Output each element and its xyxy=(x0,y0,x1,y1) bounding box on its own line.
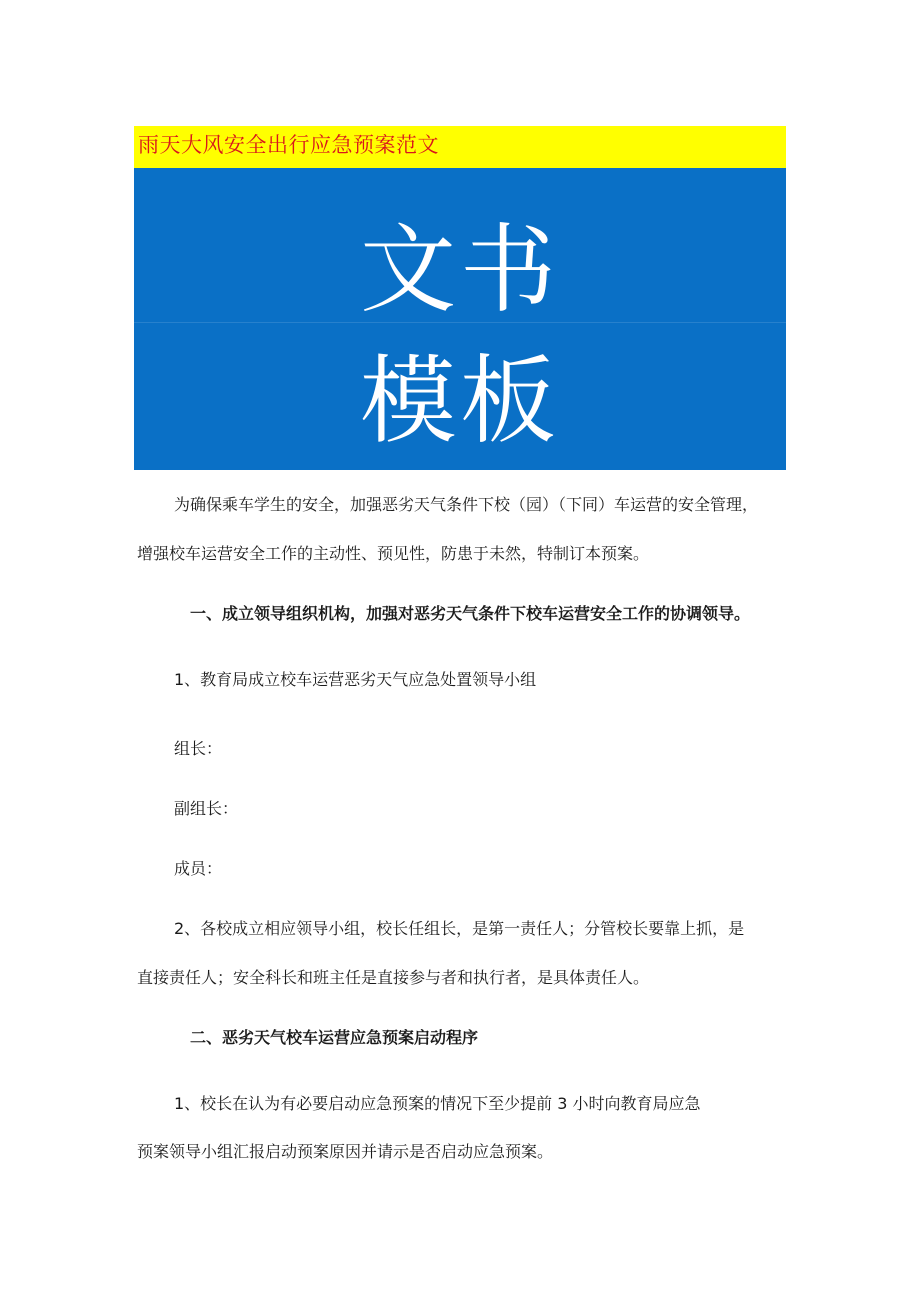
section-1-item-1: 1、教育局成立校车运营恶劣天气应急处置领导小组 xyxy=(174,670,537,689)
cover-line-2: 模板 xyxy=(360,345,560,457)
section-2-item-1-line-2: 预案领导小组汇报启动预案原因并请示是否启动应急预案。 xyxy=(137,1142,554,1161)
section-1-item-2-line-2: 直接责任人；安全科长和班主任是直接参与者和执行者，是具体责任人。 xyxy=(137,968,650,987)
cover-divider xyxy=(134,322,786,323)
section-2-item-1-line-1: 1、校长在认为有必要启动应急预案的情况下至少提前 3 小时向教育局应急 xyxy=(174,1094,701,1113)
intro-paragraph-line-1: 为确保乘车学生的安全，加强恶劣天气条件下校（园）（下同）车运营的安全管理， xyxy=(174,495,759,514)
section-1-heading: 一、成立领导组织机构，加强对恶劣天气条件下校车运营安全工作的协调领导。 xyxy=(190,604,751,623)
section-2-heading: 二、恶劣天气校车运营应急预案启动程序 xyxy=(190,1028,479,1047)
leader-label: 组长： xyxy=(174,739,223,758)
members-label: 成员： xyxy=(174,859,223,878)
cover-block xyxy=(134,168,786,470)
intro-paragraph-line-2: 增强校车运营安全工作的主动性、预见性，防患于未然，特制订本预案。 xyxy=(137,544,650,563)
document-title: 雨天大风安全出行应急预案范文 xyxy=(138,133,439,157)
section-1-item-2-line-1: 2、各校成立相应领导小组，校长任组长，是第一责任人；分管校长要靠上抓，是 xyxy=(174,919,745,938)
cover-line-1: 文书 xyxy=(360,214,560,326)
title-banner xyxy=(134,126,786,168)
deputy-leader-label: 副组长： xyxy=(174,799,239,818)
